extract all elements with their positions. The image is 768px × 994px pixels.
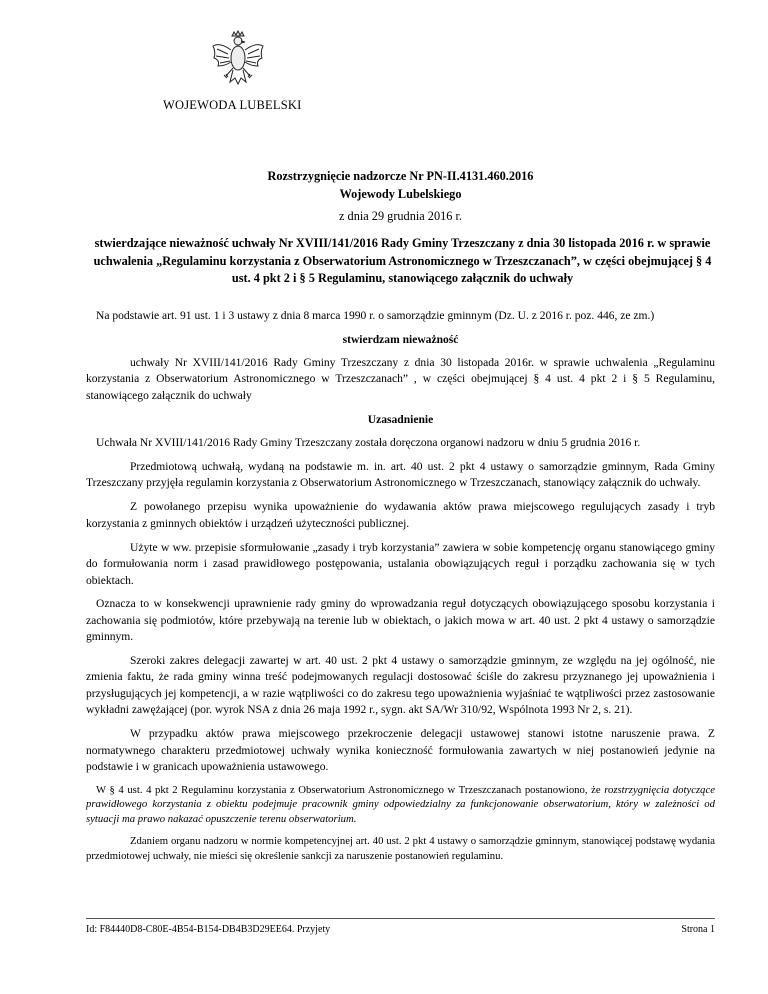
paragraph-2: Przedmiotową uchwałą, wydaną na podstawie m. in. art. 40 ust. 2 pkt 4 ustawy o samorządzie gminnym, Rada Gminy Trzeszczany przyjęła regulamin korzystania z Obserwatorium Astronomicznego w Trzeszczanach, stanowiący załącznik do uchwały. xyxy=(86,459,715,490)
justification-heading: Uzasadnienie xyxy=(367,412,434,426)
document-id: Id: F84440D8-C80E-4B54-B154-DB4B3D29EE64. Przyjety xyxy=(86,924,331,935)
paragraph-1: Uchwała Nr XVIII/141/2016 Rady Gminy Trzeszczany została doręczona organowi nadzoru w dniu 5 grudnia 2016 r. xyxy=(96,436,641,450)
paragraph-7: W przypadku aktów prawa miejscowego przekroczenie delegacji ustawowej stanowi istotne naruszenie prawa. Z normatywnego charakteru przedmiotowej uchwały wynika konieczność formułowania zawartych w niej postanowień jedynie na podstawie i w granicach upoważnienia ustawowego. xyxy=(86,727,715,774)
paragraph-6: Szeroki zakres delegacji zawartej w art. 40 ust. 2 pkt 4 ustawy o samorządzie gminnym, ze względu na jej ogólność, nie zmienia faktu, że rada gminy winna treść podejmowanych regulacji dostosować ściśle do zakresu przyznanego jej upoważnienia i przysługujących jej kompetencji, a w razie wątpliwości co do zakresu tego upoważnienia wyjaśniać te wątpliwości przez zastosowanie wykładni zawężającej (por. wyrok NSA z dnia 26 maja 1992 r., sygn. akt SA/Wr 310/92, Wspólnota 1993 Nr 2, s. 21). xyxy=(86,653,715,717)
polish-eagle-emblem-icon xyxy=(210,30,266,92)
page-number: Strona 1 xyxy=(681,924,715,935)
paragraph-5: Oznacza to w konsekwencji uprawnienie rady gminy do wprowadzania reguł dotyczących obowiązującego sposobu korzystania i zachowania się podmiotów, które przebywają na terenie lub w obiektach, o jakich mowa w art. 40 ust. 2 pkt 4 ustawy o samorządzie gminnym. xyxy=(86,597,715,644)
paragraph-4: Użyte w ww. przepisie sformułowanie „zasady i tryb korzystania” zawiera w sobie kompetencję organu stanowiącego gminy do formułowania norm i zasad prawidłowego postępowania, ustalania obowiązujących reguł i porządku zachowania się w tych obiektach. xyxy=(86,540,715,587)
decision-text: uchwały Nr XVIII/141/2016 Rady Gminy Trzeszczany z dnia 30 listopada 2016r. w sprawie uchwalenia „Regulaminu korzystania z Obserwatorium Astronomicznego w Trzeszczanach” , w części obejmującej § 4 ust. 4 pkt 2 i § 5 Regulaminu, stanowiącego załącznik do uchwały xyxy=(86,356,715,402)
issuer-name: WOJEWODA LUBELSKI xyxy=(163,98,302,112)
document-date: z dnia 29 grudnia 2016 r. xyxy=(339,209,462,223)
document-title xyxy=(86,168,715,203)
decision-heading: stwierdzam nieważność xyxy=(342,332,459,346)
document-subject: stwierdzające nieważność uchwały Nr XVIII/141/2016 Rady Gminy Trzeszczany z dnia 30 listopada 2016 r. w sprawie uchwalenia „Regulaminu korzystania z Obserwatorium Astronomicznego w Trzeszczanach”, w części obejmującej § 4 ust. 4 pkt 2 i § 5 Regulaminu, stanowiącego załącznik do uchwały xyxy=(93,236,712,285)
paragraph-last: Zdaniem organu nadzoru w normie kompetencyjnej art. 40 ust. 2 pkt 4 ustawy o samorządzie gminnym, stanowiącej podstawę wydania przedmiotowej uchwały, nie mieści się określenie sankcji za naruszenie postanowień regulaminu. xyxy=(86,835,715,862)
paragraph-quote: W § 4 ust. 4 pkt 2 Regulaminu korzystania z Obserwatorium Astronomicznego w Trzeszczanach postanowiono, że rozstrzygnięcia dotyczące prawidłowego korzystania z obiektu podejmuje pracownik gminy odpowiedzialny za funkcjonowanie obserwatorium, który w zależności od sytuacji ma prawo nakazać opuszczenie terenu obserwatorium. xyxy=(86,783,715,825)
legal-basis: Na podstawie art. 91 ust. 1 i 3 ustawy z dnia 8 marca 1990 r. o samorządzie gminnym (Dz. U. z 2016 r. poz. 446, ze zm.) xyxy=(96,309,655,322)
footer-divider xyxy=(86,918,715,919)
title-line-2: Wojewody Lubelskiego xyxy=(339,186,462,201)
quoted-regulation: rozstrzygnięcia dotyczące prawidłowego korzystania z obiektu podejmuje pracownik gminy odpowiedzialny za funkcjonowanie obserwatorium, który w zależności od sytuacji ma prawo nakazać opuszczenie terenu obserwatorium. xyxy=(86,783,715,825)
title-line-1: Rozstrzygnięcie nadzorcze Nr PN-II.4131.460.2016 xyxy=(267,169,534,183)
paragraph-3: Z powołanego przepisu wynika upoważnienie do wydawania aktów prawa miejscowego regulujących zasady i tryb korzystania z gminnych obiektów i urządzeń użyteczności publicznej. xyxy=(86,500,715,530)
